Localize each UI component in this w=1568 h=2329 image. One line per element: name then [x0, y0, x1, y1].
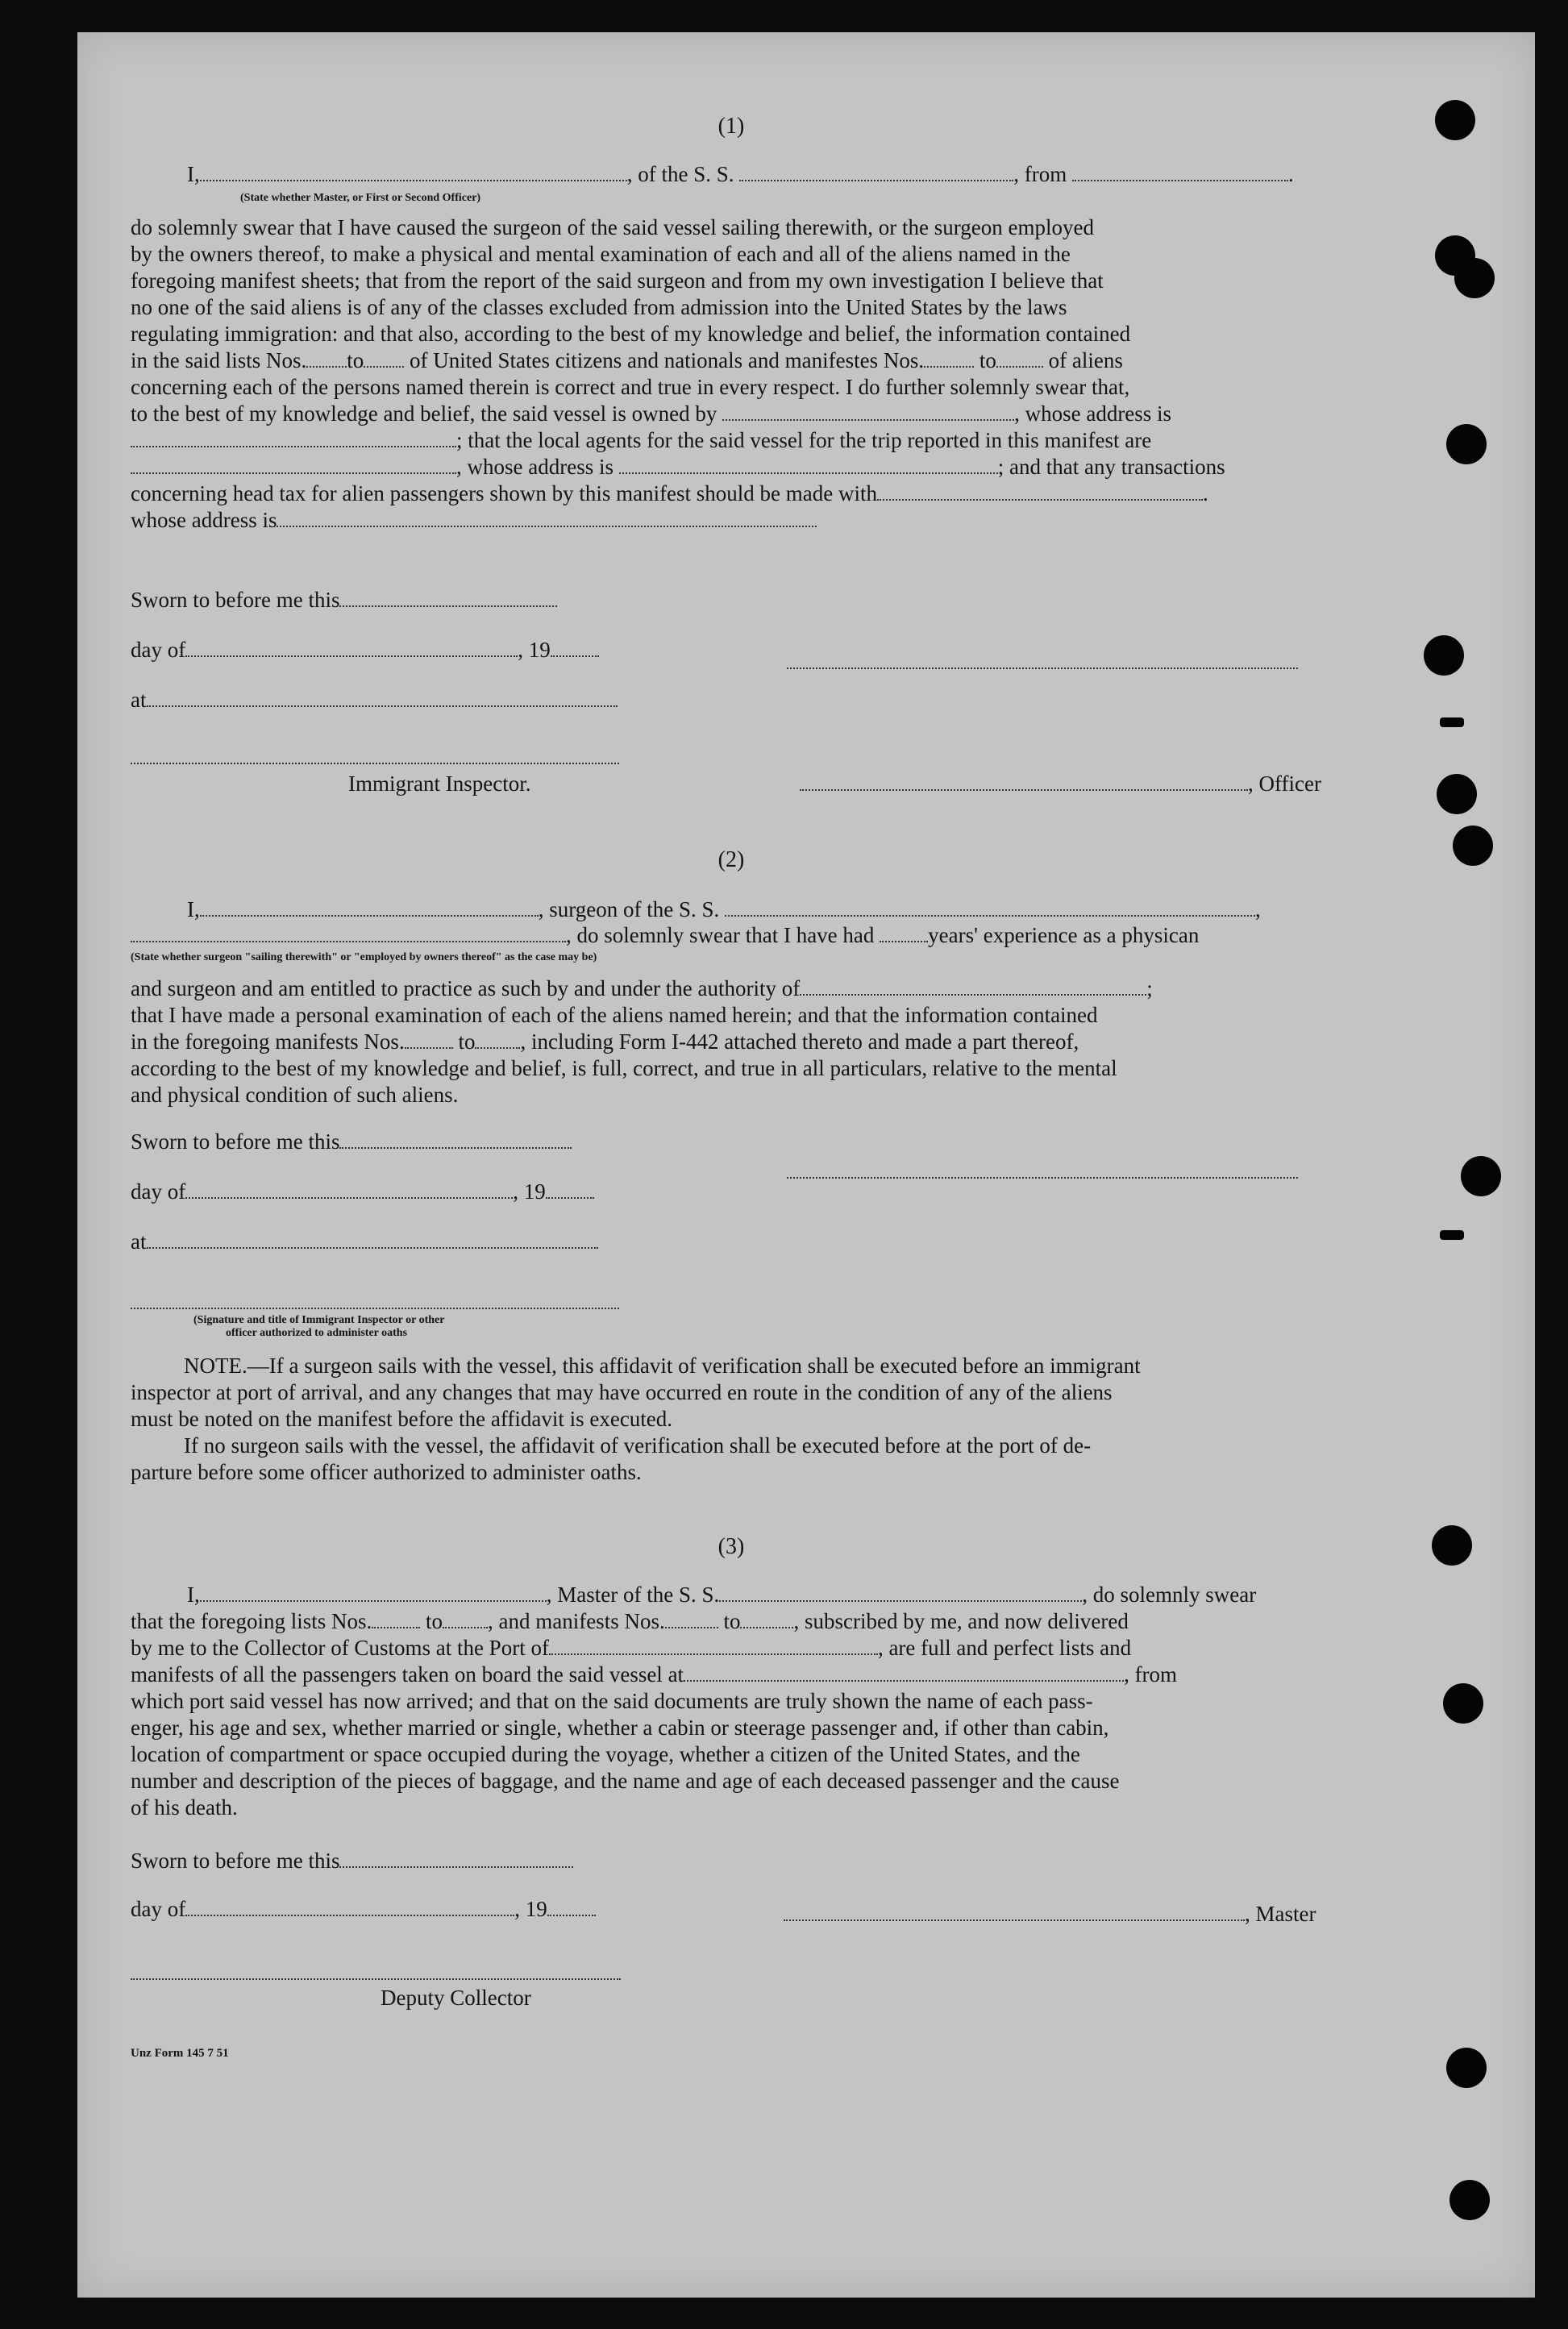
- s2-vessel-field[interactable]: [725, 900, 1255, 917]
- punch-hole: [1446, 424, 1487, 464]
- s1-inspector-label: Immigrant Inspector.: [348, 771, 531, 796]
- s2-at: at: [131, 1229, 598, 1255]
- s1-at: at: [131, 687, 618, 713]
- s1-inspector-signature-line[interactable]: [131, 763, 619, 764]
- s3-sworn: Sworn to before me this: [131, 1848, 573, 1874]
- s1-headtax-line: concerning head tax for alien passengers shown by this manifest should be made with .: [131, 481, 1208, 505]
- s1-officer-field[interactable]: [800, 775, 1248, 791]
- s1-year-field[interactable]: [551, 641, 599, 657]
- s3-deputy-label: Deputy Collector: [381, 1986, 531, 2010]
- s3-day-of: day of , 19: [131, 1896, 596, 1923]
- s2-first-line: I, , surgeon of the S. S. ,: [187, 897, 1261, 921]
- section-3-number: (3): [717, 1534, 745, 1559]
- punch-hole: [1461, 1156, 1501, 1196]
- s2-year-field[interactable]: [546, 1183, 594, 1199]
- s1-day-of: day of , 19: [131, 637, 599, 663]
- s2-signature-note-2: officer authorized to administer oaths: [226, 1327, 408, 1339]
- s2-authority-field[interactable]: [800, 979, 1146, 996]
- form-id: Unz Form 145 7 51: [131, 2047, 229, 2060]
- s2-surgeon-name-field[interactable]: [200, 900, 539, 917]
- punch-hole: [1449, 2180, 1490, 2220]
- s3-lists-line: that the foregoing lists Nos. to , and manifests Nos. to , subscribed by me, and now delivered: [131, 1609, 1129, 1633]
- s2-signature-note-1: (Signature and title of Immigrant Inspector or other: [193, 1314, 445, 1326]
- punch-hole: [1453, 826, 1493, 866]
- s2-manifests-line: in the foregoing manifests Nos. to , including Form I-442 attached thereto and made a part thereof,: [131, 1029, 1079, 1054]
- punch-hole: [1424, 635, 1464, 676]
- s1-officer-line: , Officer: [800, 771, 1321, 797]
- punch-hole: [1435, 100, 1475, 140]
- section-1-number: (1): [717, 114, 745, 139]
- s1-lists-line: in the said lists Nos. to of United States citizens and nationals and manifestes Nos. to of aliens: [131, 348, 1123, 372]
- punch-hole: [1454, 258, 1495, 298]
- punch-hole: [1437, 774, 1477, 814]
- s3-body: that the foregoing lists Nos. to , and manifests Nos. to , subscribed by me, and now delivered by me to the Collector of Customs at the Port of , are full and perfect lists and manifests of all the passengers taken on board the said vessel at , from which port said vessel has now arrived; and that on the said documents are truly shown the name of each pass- enger, his age and sex, whether married or single, whether a cabin or steerage passenger and, if other than cabin, location of compartment or space occupied during the voyage, whether a citizen of the United States, and the number and description of the pieces of baggage, and the name and age of each deceased passenger and the cause of his death.: [131, 1608, 1332, 1821]
- s3-first-line: I, , Master of the S. S. , do solemnly swear: [187, 1582, 1257, 1607]
- s1-officer-name-field[interactable]: [200, 165, 627, 181]
- s1-manifests-from-field[interactable]: [924, 351, 974, 368]
- s1-body: do solemnly swear that I have caused the surgeon of the said vessel sailing therewith, or the surgeon employed by the owners thereof, to make a physical and mental examination of each and all of the aliens named in the foregoing manifest sheets; that from the report of the said surgeon and from my own investigation I believe that no one of the said aliens is of any of the classes excluded from admission into the United States by the laws regulating immigration: and that also, according to the best of my knowledge and belief, the information contained in the said lists Nos. to of United States citizens and nationals and manifestes Nos. to of aliens concerning each of the persons named therein is correct and true in every respect. I do further solemnly swear that, to the best of my knowledge and belief, the said vessel is owned by , whose address is ; that the local agents for the said vessel for the trip reported in this manifest are , whose address is ; and that any transactions concerning head tax for alien passengers shown by this manifest should be made with . whose address is: [131, 214, 1332, 534]
- s2-sworn-field[interactable]: [339, 1133, 572, 1149]
- punch-hole: [1446, 2048, 1487, 2088]
- s1-agents-address-field[interactable]: [619, 458, 998, 474]
- s1-at-field[interactable]: [147, 691, 618, 707]
- s1-manifests-to-field[interactable]: [996, 351, 1043, 368]
- form-page: [77, 32, 1535, 2298]
- s1-address-line: , whose address is ; and that any transactions: [131, 454, 1332, 480]
- s2-day-field[interactable]: [185, 1183, 513, 1199]
- s2-manifests-from-field[interactable]: [405, 1033, 453, 1049]
- s2-manifests-to-field[interactable]: [475, 1033, 520, 1049]
- s3-master-name-field[interactable]: [200, 1586, 547, 1602]
- s2-sworn: Sworn to before me this: [131, 1129, 572, 1155]
- s1-vessel-field[interactable]: [739, 165, 1013, 181]
- s1-headtax-address-field[interactable]: [277, 511, 817, 527]
- s1-lists-to-field[interactable]: [364, 351, 404, 368]
- s1-agents-field[interactable]: [131, 458, 456, 474]
- section-2-number: (2): [717, 847, 745, 872]
- s2-at-field[interactable]: [147, 1233, 598, 1249]
- s1-first-line: I, , of the S. S. , from .: [187, 162, 1294, 186]
- s1-sworn-field[interactable]: [339, 591, 557, 607]
- s3-boarded-line: manifests of all the passengers taken on board the said vessel at , from: [131, 1662, 1178, 1686]
- s1-master-note: (State whether Master, or First or Second Officer): [240, 192, 481, 204]
- s1-lists-from-field[interactable]: [306, 351, 347, 368]
- s1-day-field[interactable]: [185, 641, 518, 657]
- s3-lists-to-field[interactable]: [443, 1612, 488, 1628]
- s2-second-line: , do solemnly swear that I have had years' experience as a physican: [131, 922, 1199, 949]
- s3-year-field[interactable]: [547, 1900, 596, 1916]
- s2-surgeon-status-field[interactable]: [131, 926, 566, 942]
- s1-owner-field[interactable]: [722, 405, 1014, 421]
- s1-sworn: Sworn to before me this: [131, 587, 557, 613]
- punch-mark: [1440, 1230, 1464, 1240]
- s2-authority-line: and surgeon and am entitled to practice as such by and under the authority of ;: [131, 976, 1153, 1000]
- s2-surgeon-note: (State whether surgeon "sailing therewith" or "employed by owners thereof" as the case may be): [131, 951, 597, 963]
- s3-manifests-to-field[interactable]: [740, 1612, 793, 1628]
- punch-hole: [1432, 1525, 1472, 1566]
- s3-sworn-field[interactable]: [339, 1852, 573, 1868]
- s2-surgeon-signature-line[interactable]: [787, 1177, 1298, 1179]
- s3-deputy-signature-line[interactable]: [131, 1978, 621, 1980]
- s3-boarded-at-field[interactable]: [684, 1666, 1124, 1682]
- s2-inspector-signature-line[interactable]: [131, 1308, 619, 1309]
- s2-note: NOTE.—If a surgeon sails with the vessel, this affidavit of verification shall be executed before an immigrant inspector at port of arrival, and any changes that may have occurred en route in the condition of any of the aliens must be noted on the manifest before the affidavit is executed. If no surgeon sails with the vessel, the affidavit of verification shall be executed before at the port of de- parture before some officer authorized to administer oaths.: [131, 1354, 1141, 1484]
- s1-officer-signature-line[interactable]: [787, 668, 1298, 669]
- s3-manifests-from-field[interactable]: [665, 1612, 718, 1628]
- s3-master-line: , Master: [784, 1901, 1316, 1928]
- s2-years-field[interactable]: [880, 926, 928, 942]
- s3-lists-from-field[interactable]: [372, 1612, 420, 1628]
- s3-master-signature-field[interactable]: [784, 1905, 1245, 1921]
- s1-headtax-field[interactable]: [877, 485, 1203, 501]
- punch-hole: [1443, 1683, 1483, 1724]
- punch-mark: [1440, 717, 1464, 727]
- s3-day-field[interactable]: [185, 1900, 514, 1916]
- s1-owned-line: to the best of my knowledge and belief, the said vessel is owned by , whose address is: [131, 401, 1172, 426]
- s1-owner-address-field[interactable]: [131, 431, 456, 447]
- s1-agents-line: ; that the local agents for the said vessel for the trip reported in this manifest are: [131, 427, 1332, 454]
- s2-day-of: day of , 19: [131, 1179, 594, 1205]
- s2-body: and surgeon and am entitled to practice as such by and under the authority of ; that I have made a personal examination of each of the aliens named herein; and that the information contained in the foregoing manifests Nos. to , including Form I-442 attached thereto and made a part thereof, according to the best of my knowledge and belief, is full, correct, and true in all particulars, relative to the mental and physical condition of such aliens.: [131, 975, 1332, 1108]
- s1-whose-line: whose address is: [131, 507, 1332, 534]
- s3-port-line: by me to the Collector of Customs at the Port of , are full and perfect lists and: [131, 1636, 1132, 1660]
- s3-vessel-field[interactable]: [719, 1586, 1082, 1602]
- s1-from-field[interactable]: [1072, 165, 1288, 181]
- s3-port-field[interactable]: [549, 1639, 878, 1655]
